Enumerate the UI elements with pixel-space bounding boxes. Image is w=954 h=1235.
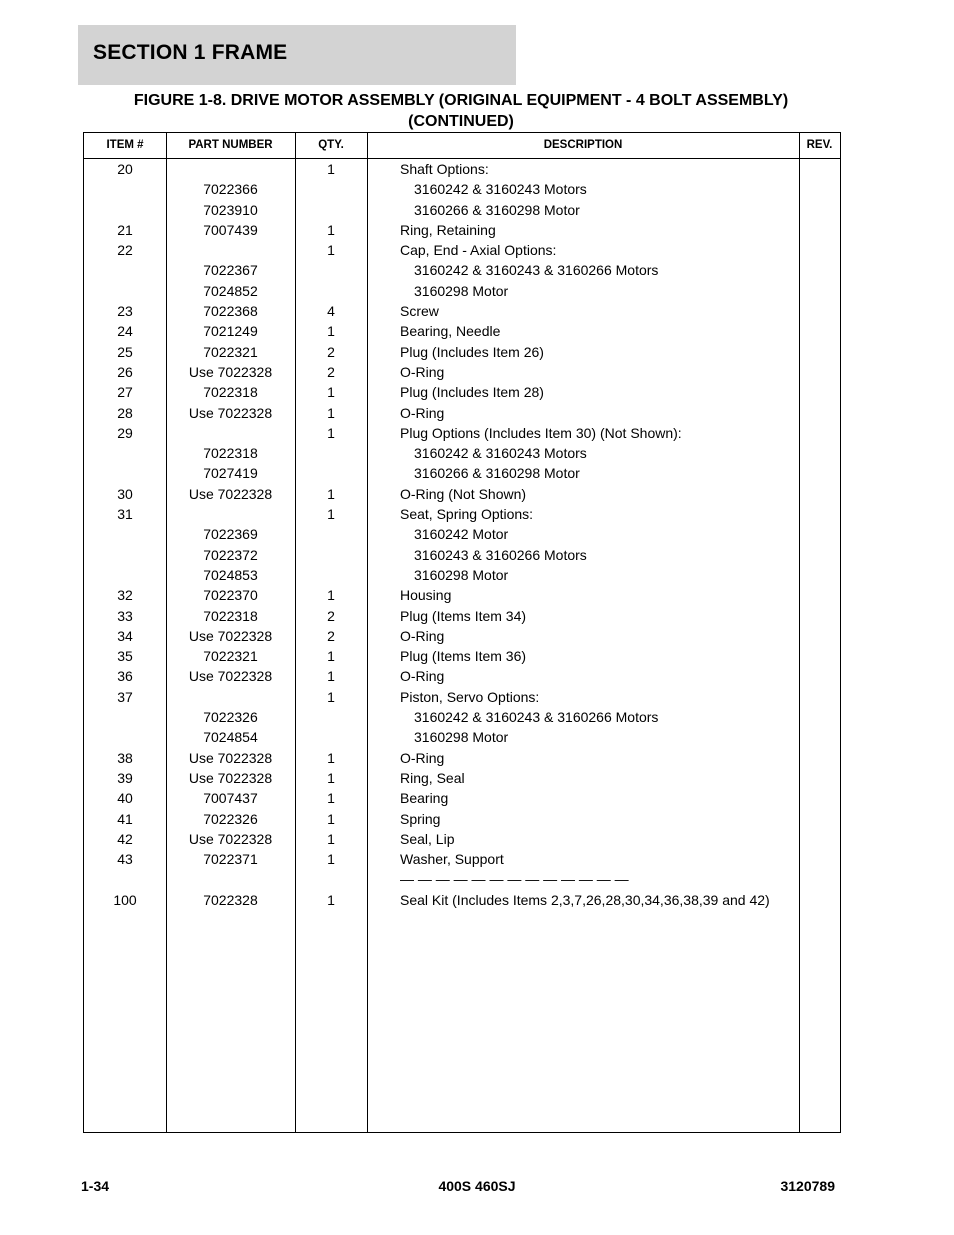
item-cell: 27 [117,384,133,401]
table-row [84,565,840,585]
item-cell: 26 [117,363,133,380]
part-number-cell: 7022318 [203,607,258,624]
qty-cell: 1 [327,384,335,401]
item-cell: 25 [117,343,133,360]
table-row [84,829,840,849]
description-cell: Washer, Support [400,851,504,868]
item-cell: 34 [117,627,133,644]
part-number-cell: 7022318 [203,445,258,462]
item-cell: 37 [117,688,133,705]
part-number-cell: 7022321 [203,648,258,665]
table-row [84,788,840,808]
item-cell: 35 [117,648,133,665]
table-row [84,687,840,707]
table-row [84,403,840,423]
item-cell: 24 [117,323,133,340]
description-cell: 3160266 & 3160298 Motor [414,201,580,218]
qty-cell: 4 [327,303,335,320]
description-cell: Plug (Includes Item 26) [400,343,544,360]
description-cell: 3160242 & 3160243 & 3160266 Motors [414,262,659,279]
part-number-cell: 7022328 [203,891,258,908]
qty-cell: 1 [327,769,335,786]
description-cell: O-Ring [400,627,445,644]
part-number-cell: 7022369 [203,526,258,543]
part-number-cell: 7022326 [203,810,258,827]
description-cell: — — — — — — — — — — — — — [400,871,629,888]
qty-cell: 1 [327,830,335,847]
qty-cell: 2 [327,343,335,360]
table-row [84,809,840,829]
item-cell: 36 [117,668,133,685]
description-cell: Ring, Seal [400,769,465,786]
figure-title-continued: (CONTINUED) [408,113,514,130]
description-cell: O-Ring [400,363,445,380]
table-row [84,200,840,220]
description-cell: O-Ring [400,749,445,766]
table-row [84,240,840,260]
qty-cell: 1 [327,242,335,259]
description-cell: Seal, Lip [400,830,455,847]
description-cell: O-Ring [400,668,445,685]
item-cell: 31 [117,506,133,523]
model-number: 400S 460SJ [438,1178,516,1194]
description-cell: Cap, End - Axial Options: [400,242,557,259]
part-number-cell: 7024853 [203,566,258,583]
description-cell: 3160266 & 3160298 Motor [414,465,580,482]
table-row [84,727,840,747]
description-cell: 3160242 Motor [414,526,509,543]
table-row [84,707,840,727]
description-cell: Plug Options (Includes Item 30) (Not Shown): [400,424,682,441]
table-body [84,159,840,910]
item-cell: 41 [117,810,133,827]
part-number-cell: 7022370 [203,587,258,604]
table-row [84,159,840,179]
description-cell: Ring, Retaining [400,221,496,238]
description-cell: 3160298 Motor [414,282,509,299]
item-cell: 38 [117,749,133,766]
table-row [84,768,840,788]
item-cell: 28 [117,404,133,421]
description-cell: Plug (Items Item 36) [400,648,527,665]
qty-cell: 1 [327,851,335,868]
description-cell: Housing [400,587,452,604]
qty-cell: 1 [327,404,335,421]
part-number-cell: Use 7022328 [188,404,273,421]
description-cell: O-Ring (Not Shown) [400,485,527,502]
part-number-cell: Use 7022328 [188,668,273,685]
table-row [84,585,840,605]
qty-cell: 1 [327,891,335,908]
qty-cell: 1 [327,506,335,523]
item-cell: 29 [117,424,133,441]
description-cell: Seat, Spring Options: [400,506,534,523]
part-number-cell: 7022366 [203,181,258,198]
qty-cell: 1 [327,485,335,502]
part-number-cell: 7022318 [203,384,258,401]
table-row [84,666,840,686]
table-row [84,646,840,666]
column-header-part-number: PART NUMBER [188,139,273,151]
part-number-cell: 7022367 [203,262,258,279]
document-number: 3120789 [780,1178,835,1194]
table-row [84,260,840,280]
item-cell: 100 [113,891,137,908]
table-row [84,524,840,544]
part-number-cell: Use 7022328 [188,769,273,786]
parts-table [83,132,841,1133]
part-number-cell: Use 7022328 [188,485,273,502]
description-cell: Bearing, Needle [400,323,501,340]
item-cell: 30 [117,485,133,502]
description-cell: Bearing [400,790,449,807]
table-row [84,179,840,199]
qty-cell: 1 [327,810,335,827]
description-cell: 3160243 & 3160266 Motors [414,546,587,563]
table-row [84,504,840,524]
table-row [84,342,840,362]
table-row [84,281,840,301]
table-row [84,321,840,341]
part-number-cell: 7022326 [203,709,258,726]
part-number-cell: Use 7022328 [188,830,273,847]
description-cell: 3160242 & 3160243 Motors [414,181,587,198]
part-number-cell: Use 7022328 [188,749,273,766]
item-cell: 20 [117,161,133,177]
table-row [84,849,840,869]
description-cell: Plug (Items Item 34) [400,607,527,624]
description-cell: Seal Kit (Includes Items 2,3,7,26,28,30,34,36,38,39 and 42) [400,891,770,908]
part-number-cell: 7022372 [203,546,258,563]
column-header-description: DESCRIPTION [543,139,623,151]
item-cell: 42 [117,830,133,847]
table-row [84,890,840,910]
item-cell: 40 [117,790,133,807]
table-row [84,463,840,483]
page-number: 1-34 [81,1178,110,1194]
part-number-cell: Use 7022328 [188,363,273,380]
part-number-cell: 7022371 [203,851,258,868]
part-number-cell: 7023910 [203,201,258,218]
column-header-rev: REV. [806,139,833,151]
table-row [84,220,840,240]
qty-cell: 1 [327,587,335,604]
description-cell: 3160298 Motor [414,729,509,746]
table-row [84,748,840,768]
table-row [84,484,840,504]
qty-cell: 2 [327,363,335,380]
qty-cell: 1 [327,648,335,665]
qty-cell: 1 [327,790,335,807]
part-number-cell: 7007437 [203,790,258,807]
table-row [84,301,840,321]
part-number-cell: 7022368 [203,303,258,320]
item-cell: 22 [117,242,133,259]
part-number-cell: 7024852 [203,282,258,299]
column-header-qty: QTY. [318,139,344,151]
part-number-cell: 7022321 [203,343,258,360]
description-cell: Spring [400,810,441,827]
part-number-cell: 7021249 [203,323,258,340]
qty-cell: 2 [327,627,335,644]
description-cell: 3160242 & 3160243 & 3160266 Motors [414,709,659,726]
table-row [84,382,840,402]
description-cell: 3160298 Motor [414,566,509,583]
qty-cell: 1 [327,668,335,685]
section-title: SECTION 1 FRAME [93,41,288,64]
table-row [84,606,840,626]
qty-cell: 1 [327,749,335,766]
description-cell: Plug (Includes Item 28) [400,384,544,401]
qty-cell: 1 [327,221,335,238]
item-cell: 32 [117,587,133,604]
table-row [84,362,840,382]
description-cell: Screw [400,303,439,320]
item-cell: 33 [117,607,133,624]
qty-cell: 1 [327,424,335,441]
table-row [84,423,840,443]
figure-title: FIGURE 1-8. DRIVE MOTOR ASSEMBLY (ORIGINAL EQUIPMENT - 4 BOLT ASSEMBLY) [133,92,789,109]
description-cell: 3160242 & 3160243 Motors [414,445,587,462]
column-header-item: ITEM # [106,139,144,151]
qty-cell: 2 [327,607,335,624]
qty-cell: 1 [327,161,335,177]
item-cell: 43 [117,851,133,868]
item-cell: 39 [117,769,133,786]
section-header [78,25,516,85]
table-row [84,869,840,889]
description-cell: Piston, Servo Options: [400,688,540,705]
description-cell: O-Ring [400,404,445,421]
description-cell: Shaft Options: [400,161,489,177]
table-row [84,626,840,646]
item-cell: 23 [117,303,133,320]
part-number-cell: Use 7022328 [188,627,273,644]
table-row [84,443,840,463]
part-number-cell: 7027419 [203,465,258,482]
part-number-cell: 7024854 [203,729,258,746]
qty-cell: 1 [327,688,335,705]
table-row [84,545,840,565]
qty-cell: 1 [327,323,335,340]
item-cell: 21 [117,221,133,238]
part-number-cell: 7007439 [203,221,258,238]
